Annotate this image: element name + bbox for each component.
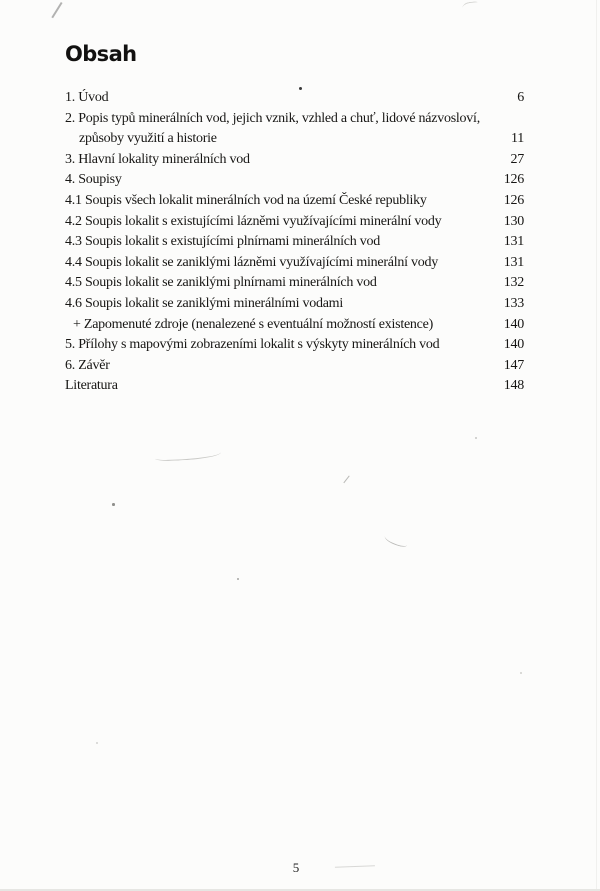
toc-entry — [65, 212, 524, 233]
toc-entry-label: 4.2 Soupis lokalit s existujícími lázněmi využívajícími minerální vody — [65, 213, 442, 229]
toc-entry-label: 4.4 Soupis lokalit se zaniklými lázněmi využívajícími minerální vody — [65, 254, 438, 270]
toc-entry — [65, 315, 524, 336]
toc-entry-page: 133 — [503, 295, 524, 311]
scan-artifact-speck — [112, 503, 115, 506]
toc-entry-label: 2. Popis typů minerálních vod, jejich vznik, vzhled a chuť, lidové názvosloví, — [65, 110, 480, 126]
toc-entry — [65, 273, 524, 294]
toc-entry — [65, 129, 524, 150]
toc-entry — [65, 335, 524, 356]
page-number-footer: 5 — [292, 860, 300, 875]
toc-entry — [65, 170, 524, 191]
toc-entry-label: způsoby využití a historie — [79, 131, 217, 147]
toc-entry — [65, 294, 524, 315]
toc-entry-page: 126 — [503, 172, 524, 188]
toc-list — [65, 88, 524, 397]
page-title: Obsah — [65, 42, 137, 66]
toc-entry-page: 148 — [503, 378, 524, 394]
toc-entry-label: 4.5 Soupis lokalit se zaniklými plnírnami minerálních vod — [65, 275, 377, 291]
toc-entry-page: 140 — [503, 316, 524, 332]
toc-entry-page: 126 — [503, 192, 524, 208]
toc-entry — [65, 109, 524, 130]
toc-entry — [65, 253, 524, 274]
toc-entry-page: 11 — [511, 131, 524, 147]
scan-artifact-scratch — [383, 533, 409, 549]
toc-entry — [65, 356, 524, 377]
toc-entry — [65, 376, 524, 397]
toc-entry — [65, 191, 524, 212]
toc-entry-page: 6 — [517, 90, 524, 105]
toc-entry — [65, 150, 524, 171]
toc-entry-label: 3. Hlavní lokality minerálních vod — [65, 151, 250, 167]
scan-artifact-speck — [96, 742, 98, 744]
toc-entry-page: 130 — [503, 213, 524, 229]
toc-entry-label: + Zapomenuté zdroje (nenalezené s eventuální možností existence) — [73, 316, 434, 332]
scan-artifact-speck — [520, 672, 522, 674]
scan-artifact-scratch — [155, 448, 221, 461]
scan-artifact-speck — [475, 437, 477, 439]
scan-artifact-speck — [237, 578, 239, 580]
scan-artifact-scratch — [343, 476, 350, 484]
toc-entry-page: 131 — [503, 234, 524, 250]
toc-entry-label: 4.6 Soupis lokalit se zaniklými minerálními vodami — [65, 295, 343, 311]
toc-entry-page: 140 — [503, 337, 524, 353]
toc-entry-label: 4.3 Soupis lokalit s existujícími plnírnami minerálních vod — [65, 234, 380, 250]
toc-entry-label: 5. Přílohy s mapovými zobrazeními lokalit s výskyty minerálních vod — [65, 337, 440, 353]
toc-entry-page: 27 — [510, 151, 524, 167]
toc-entry-label: 6. Závěr — [65, 357, 110, 373]
toc-entry-label: 4. Soupisy — [65, 172, 122, 188]
toc-entry-label: 1. Úvod — [65, 90, 109, 105]
toc-entry-page: 147 — [503, 357, 524, 373]
toc-entry-label: 4.1 Soupis všech lokalit minerálních vod na území České republiky — [65, 192, 427, 208]
table-of-contents — [0, 0, 600, 397]
toc-entry — [65, 232, 524, 253]
toc-entry-label: Literatura — [65, 378, 118, 394]
toc-entry — [65, 88, 524, 109]
toc-entry-page: 132 — [503, 275, 524, 291]
toc-entry-page: 131 — [503, 254, 524, 270]
